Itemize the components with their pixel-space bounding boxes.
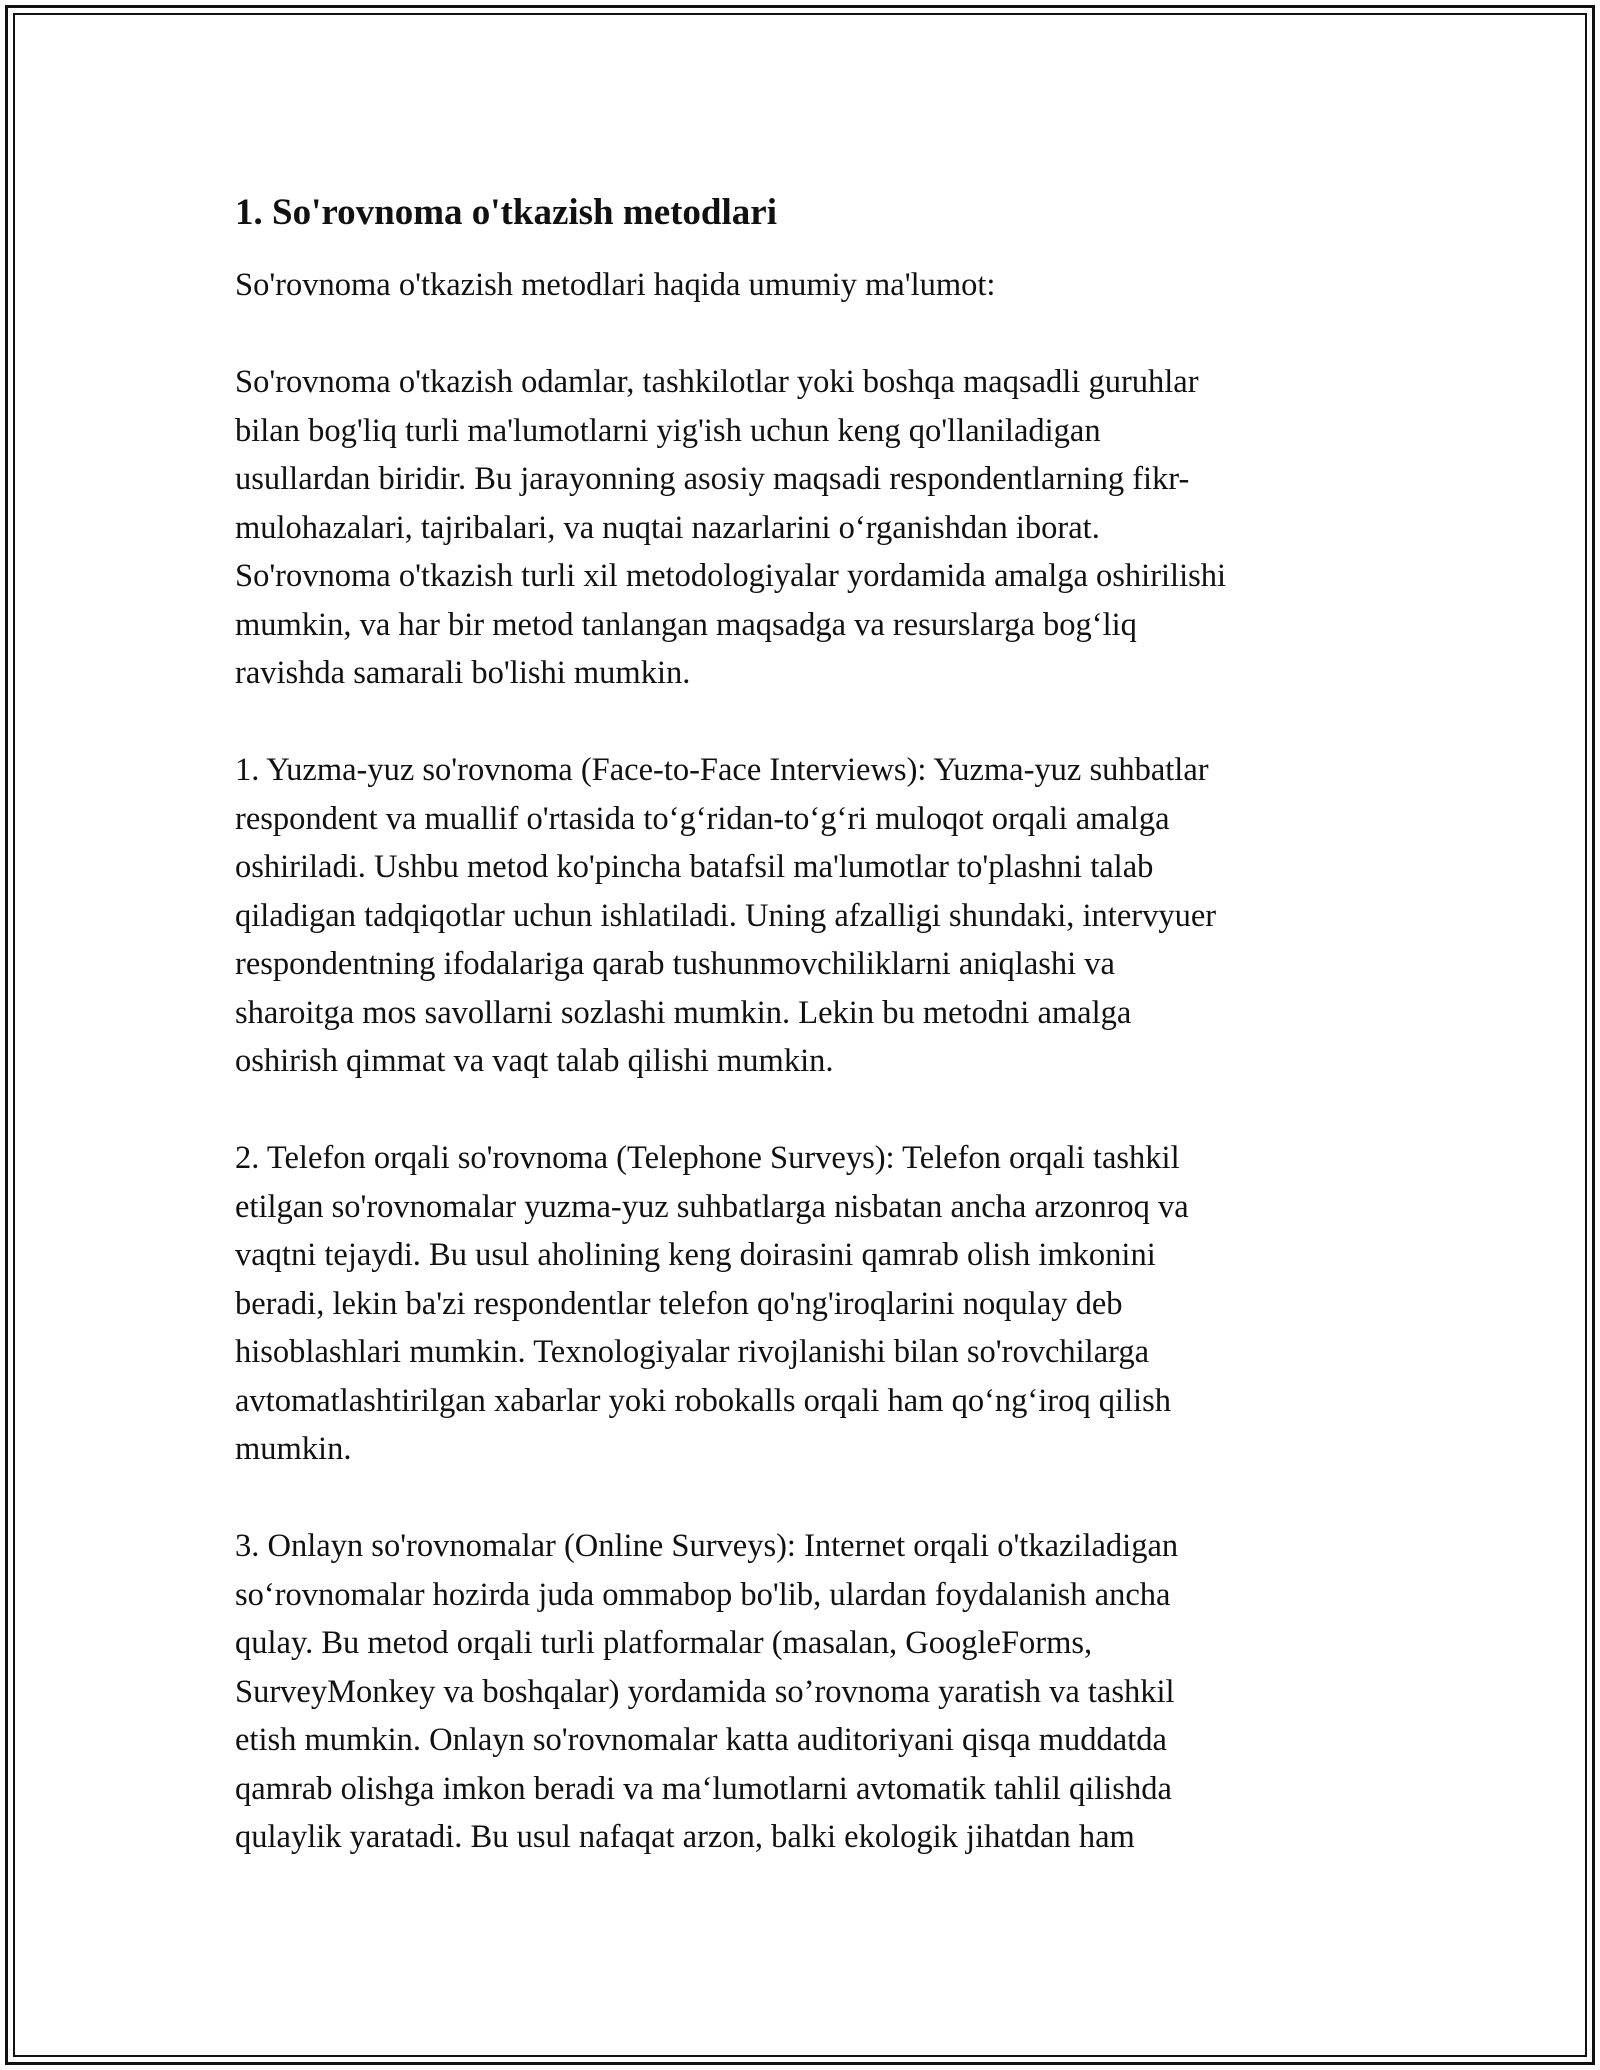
paragraph-line: respondentning ifodalariga qarab tushunmovchiliklarni aniqlashi va: [235, 946, 1115, 982]
paragraph-line: oshiriladi. Ushbu metod ko'pincha batafsil ma'lumotlar to'plashni talab: [235, 849, 1154, 885]
intro-text: [235, 261, 1375, 310]
paragraph-line: usullardan biridir. Bu jarayonning asosiy maqsadi respondentlarning fikr-: [235, 461, 1190, 497]
intro-line: So'rovnoma o'tkazish metodlari haqida umumiy ma'lumot:: [235, 267, 996, 303]
paragraph-line: qamrab olishga imkon beradi va ma‘lumotlarni avtomatik tahlil qilishda: [235, 1770, 1172, 1807]
paragraph-line: sharoitga mos savollarni sozlashi mumkin. Lekin bu metodni amalga: [235, 994, 1132, 1031]
paragraph: [235, 1522, 1375, 1862]
paragraph-line: mumkin.: [235, 1431, 352, 1467]
paragraph-line: etilgan so'rovnomalar yuzma-yuz suhbatlarga nisbatan ancha arzonroq va: [235, 1188, 1189, 1225]
paragraph-line: 3. Onlayn so'rovnomalar (Online Surveys): Internet orqali o'tkaziladigan: [235, 1528, 1179, 1564]
paragraph-line: respondent va muallif o'rtasida to‘g‘ridan-to‘g‘ri muloqot orqali amalga: [235, 800, 1170, 837]
paragraph-line: bilan bog'liq turli ma'lumotlarni yig'ish uchun keng qo'llaniladigan: [235, 412, 1101, 449]
paragraph-line: so‘rovnomalar hozirda juda ommabop bo'lib, ulardan foydalanish ancha: [235, 1576, 1171, 1613]
paragraph-line: mumkin, va har bir metod tanlangan maqsadga va resurslarga bog‘liq: [235, 606, 1137, 643]
paragraph-line: SurveyMonkey va boshqalar) yordamida so’rovnoma yaratish va tashkil: [235, 1673, 1175, 1710]
paragraph-line: mulohazalari, tajribalari, va nuqtai nazarlarini o‘rganishdan iborat.: [235, 509, 1100, 546]
paragraph-line: 2. Telefon orqali so'rovnoma (Telephone Surveys): Telefon orqali tashkil: [235, 1140, 1180, 1176]
paragraph: [235, 746, 1375, 1086]
paragraph-line: vaqtni tejaydi. Bu usul aholining keng doirasini qamrab olish imkonini: [235, 1237, 1156, 1273]
paragraph-line: qiladigan tadqiqotlar uchun ishlatiladi. Uning afzalligi shundaki, intervyuer: [235, 897, 1217, 934]
paragraph: [235, 1134, 1375, 1474]
paragraph-line: oshirish qimmat va vaqt talab qilishi mumkin.: [235, 1043, 834, 1079]
paragraph-line: So'rovnoma o'tkazish odamlar, tashkilotlar yoki boshqa maqsadli guruhlar: [235, 364, 1199, 400]
section-heading: 1. So'rovnoma o'tkazish metodlari: [235, 192, 777, 233]
paragraph-line: ravishda samarali bo'lishi mumkin.: [235, 655, 691, 691]
paragraph-list: [235, 358, 1375, 1862]
paragraph-line: qulay. Bu metod orqali turli platformalar (masalan, GoogleForms,: [235, 1625, 1093, 1661]
paragraph-line: qulaylik yaratadi. Bu usul nafaqat arzon, balki ekologik jihatdan ham: [235, 1819, 1135, 1855]
paragraph-line: 1. Yuzma-yuz so'rovnoma (Face-to-Face Interviews): Yuzma-yuz suhbatlar: [235, 752, 1209, 788]
paragraph-line: avtomatlashtirilgan xabarlar yoki robokalls orqali ham qo‘ng‘iroq qilish: [235, 1382, 1171, 1419]
paragraph-line: beradi, lekin ba'zi respondentlar telefon qo'ng'iroqlarini noqulay deb: [235, 1285, 1123, 1322]
paragraph: [235, 358, 1375, 698]
paragraph-line: So'rovnoma o'tkazish turli xil metodologiyalar yordamida amalga oshirilishi: [235, 558, 1227, 594]
paragraph-line: hisoblashlari mumkin. Texnologiyalar rivojlanishi bilan so'rovchilarga: [235, 1334, 1150, 1370]
paragraph-line: etish mumkin. Onlayn so'rovnomalar katta auditoriyani qisqa muddatda: [235, 1722, 1167, 1758]
document-body: [235, 185, 1375, 1862]
